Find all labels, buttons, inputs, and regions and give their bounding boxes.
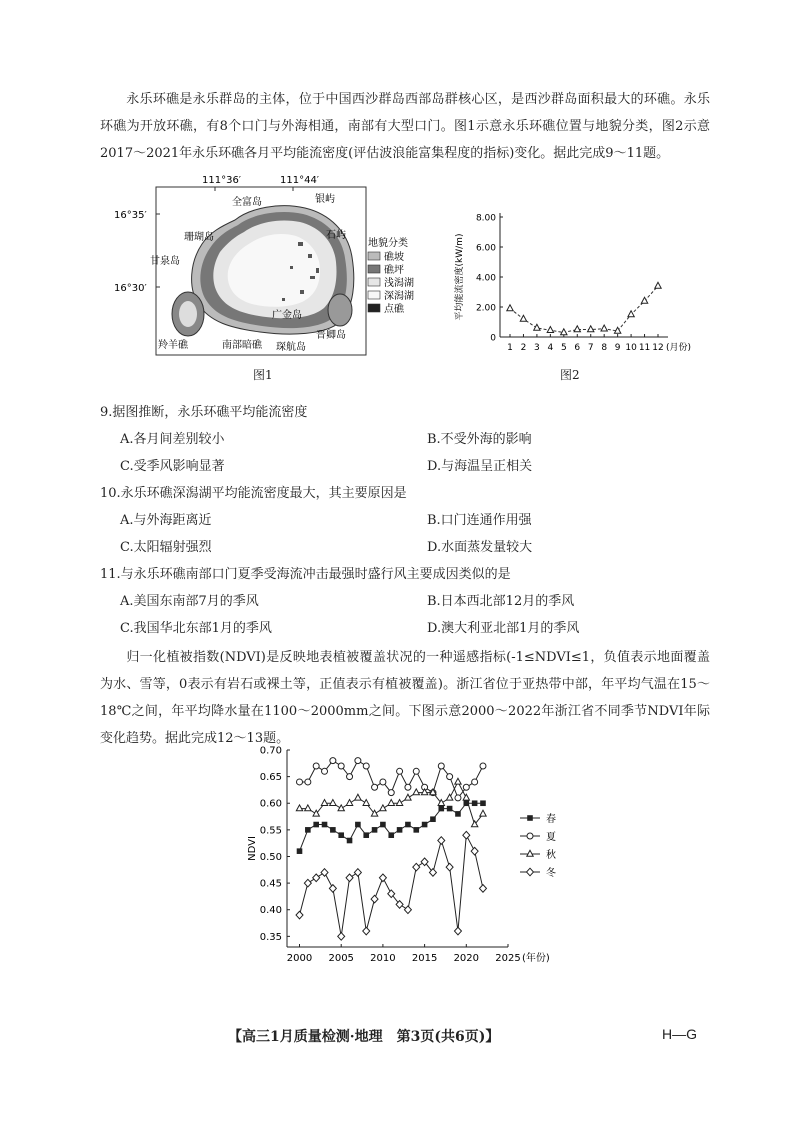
data-point-1 (330, 758, 336, 764)
data-point-3 (404, 906, 411, 914)
data-point-0 (363, 832, 369, 838)
x-tick-label: 2 (520, 343, 527, 353)
data-point (547, 327, 553, 333)
series-line (510, 286, 658, 333)
data-point-1 (480, 763, 486, 769)
data-point-1 (388, 790, 394, 796)
q11-stem: 11.与永乐环礁南部口门夏季受海流冲击最强时盛行风主要成因类似的是 (100, 567, 511, 582)
y-tick-label: 0.35 (259, 931, 282, 943)
y-tick-label: 6.00 (475, 243, 496, 254)
legend-marker-2 (527, 850, 533, 856)
data-point-3 (479, 885, 486, 893)
y-tick-label: 0 (490, 333, 496, 344)
data-point (534, 324, 540, 330)
data-point-1 (472, 779, 478, 785)
data-point (655, 282, 661, 288)
data-point-2 (396, 800, 402, 806)
data-point-0 (355, 822, 361, 828)
legend-item-flat: 礁坪 (384, 265, 404, 276)
x-tick-label: 3 (534, 343, 540, 353)
q11-option-b: B.日本西北部12月的季风 (427, 594, 575, 609)
lon-label-2: 111°44′ (280, 175, 320, 186)
data-point-2 (338, 805, 344, 811)
data-point-0 (313, 822, 319, 828)
data-point-1 (372, 784, 378, 790)
q9-stem: 9.据图推断，永乐环礁平均能流密度 (100, 405, 308, 420)
data-point-0 (322, 822, 328, 828)
data-point-2 (388, 800, 394, 806)
data-point-1 (313, 763, 319, 769)
map-legend (368, 236, 414, 315)
place-jinqing: 晋卿岛 (316, 330, 346, 341)
y-axis-label: 平均能流密度(kW/m) (455, 233, 465, 321)
y-tick-label: 0.70 (259, 745, 282, 757)
data-point-3 (413, 863, 420, 871)
data-point-2 (363, 800, 369, 806)
legend-marker-1 (527, 833, 533, 839)
data-point-2 (446, 794, 452, 800)
data-point-0 (405, 822, 411, 828)
data-point-3 (446, 863, 453, 871)
q10-option-b: B.口门连通作用强 (427, 513, 532, 528)
data-point-2 (480, 810, 486, 816)
data-point-1 (355, 758, 361, 764)
legend-label-2: 秋 (546, 850, 556, 861)
q11-option-a: A.美国东南部7月的季风 (120, 594, 259, 609)
data-point-0 (380, 822, 386, 828)
lat-label-1: 16°35′ (114, 210, 147, 221)
x-tick-label: 10 (625, 343, 637, 353)
y-tick-label: 4.00 (475, 273, 496, 284)
y-tick-label: 0.40 (259, 905, 282, 917)
q9-option-a: A.各月间差别较小 (120, 432, 225, 447)
data-point-3 (438, 837, 445, 845)
x-tick-label: 2005 (328, 953, 354, 964)
data-point-1 (322, 768, 328, 774)
x-tick-label: 2010 (370, 953, 396, 964)
legend-item-deep: 深潟湖 (384, 291, 414, 302)
q10-option-d: D.水面蒸发量较大 (427, 540, 533, 555)
place-quanfu: 全富岛 (232, 197, 262, 208)
intro-paragraph-2 (100, 644, 710, 752)
data-point-2 (296, 805, 302, 811)
q11-option-d: D.澳大利亚北部1月的季风 (427, 621, 580, 636)
q11-option-c: C.我国华北东部1月的季风 (120, 621, 272, 636)
x-tick-label: 7 (587, 343, 594, 353)
place-guangjin: 广金岛 (272, 310, 302, 321)
data-point-0 (480, 800, 486, 806)
x-tick-label: 2000 (286, 953, 313, 964)
intro-text-1: 永乐环礁是永乐群岛的主体，位于中国西沙群岛西部岛群核心区，是西沙群岛面积最大的环礁。永乐环礁为开放环礁，有8个口门与外海相通，南部有大型口门。图1示意永乐环礁位置与地貌分类，图2示意2017～2021年永乐环礁各月平均能流密度(评估波浪能富集程度的指标)变化。据此完成9～11题。 (100, 92, 710, 161)
q9-option-c: C.受季风影响显著 (120, 459, 225, 474)
data-point-3 (346, 874, 353, 882)
x-tick-label: 1 (507, 343, 513, 353)
y-tick-label: 8.00 (475, 213, 496, 224)
place-shiyu: 石屿 (326, 230, 346, 241)
lon-label-1: 111°36′ (202, 175, 242, 186)
data-point-2 (413, 789, 419, 795)
legend-item-patch: 点礁 (384, 304, 404, 315)
ndvi-chart (240, 740, 600, 970)
data-point-1 (455, 795, 461, 801)
data-point-0 (388, 832, 394, 838)
x-tick-label: 5 (560, 343, 567, 353)
data-point-1 (463, 784, 469, 790)
data-point-3 (371, 895, 378, 903)
series-line-3 (300, 835, 483, 936)
data-point-1 (305, 779, 311, 785)
data-point-0 (347, 838, 353, 844)
data-point-3 (329, 885, 336, 893)
x-tick-label: 12 (652, 343, 664, 353)
data-point-0 (430, 816, 436, 822)
legend-marker-0 (527, 815, 533, 821)
data-point-3 (338, 933, 345, 941)
place-nanbu: 南部暗礁 (222, 340, 262, 351)
data-point (520, 315, 526, 321)
data-point (628, 311, 634, 317)
data-point-2 (455, 778, 461, 784)
y-axis-label: NDVI (247, 836, 258, 861)
legend-label-0: 春 (546, 814, 556, 825)
place-shanhu: 珊瑚岛 (184, 232, 214, 243)
data-point-2 (355, 794, 361, 800)
data-point-1 (297, 779, 303, 785)
data-point-3 (313, 874, 320, 882)
x-tick-label: 2020 (453, 953, 480, 964)
data-point-2 (330, 800, 336, 806)
x-tick-label: 2025 (495, 953, 521, 964)
data-point-1 (447, 774, 453, 780)
x-tick-label: 2015 (411, 953, 438, 964)
data-point-1 (413, 768, 419, 774)
y-tick-label: 0.45 (259, 878, 282, 890)
data-point-2 (463, 794, 469, 800)
y-tick-label: 0.55 (259, 825, 282, 837)
x-tick-label: 11 (638, 343, 651, 353)
x-tick-label: 4 (547, 343, 554, 353)
figure-2-caption: 图2 (560, 368, 580, 382)
data-point-0 (422, 822, 428, 828)
x-tick-label: 8 (601, 343, 608, 353)
place-yinyu: 银屿 (315, 194, 335, 205)
y-tick-label: 2.00 (475, 303, 496, 314)
intro-text-2: 归一化植被指数(NDVI)是反映地表植被覆盖状况的一种遥感指标(-1≤NDVI≤1，负值表示地面覆盖为水、雪等，0表示有岩石或裸土等，正值表示有植被覆盖)。浙江省位于亚热带中部，年平均气温在15～18℃之间，年平均降水量在1100～2000mm之间。下图示意2000～2022年浙江省不同季节NDVI年际变化趋势。据此完成12～13题。 (100, 650, 710, 746)
figure-2-chart (440, 205, 692, 360)
data-point-3 (296, 911, 303, 919)
data-point (507, 305, 513, 311)
data-point-1 (338, 763, 344, 769)
legend-label-1: 夏 (546, 832, 556, 843)
data-point-0 (447, 806, 453, 812)
intro-paragraph-1 (100, 86, 710, 167)
data-point-1 (347, 774, 353, 780)
data-point-2 (380, 805, 386, 811)
legend-label-3: 冬 (546, 868, 556, 879)
data-point-3 (304, 879, 311, 887)
data-point-1 (380, 779, 386, 785)
data-point-2 (405, 794, 411, 800)
footer-code: H—G (662, 1026, 697, 1042)
legend-item-slope: 礁坡 (384, 252, 404, 263)
q10-stem: 10.永乐环礁深潟湖平均能流密度最大，其主要原因是 (100, 486, 407, 501)
figure-1-caption: 图1 (253, 368, 273, 382)
figure-1-map (114, 172, 430, 372)
data-point-3 (363, 927, 370, 935)
x-axis-unit: (年份) (522, 953, 550, 964)
data-point-3 (471, 847, 478, 855)
data-point-0 (305, 827, 311, 833)
data-point-3 (354, 869, 361, 877)
legend-title: 地貌分类 (368, 238, 408, 249)
legend-item-shallow: 浅潟湖 (384, 278, 414, 289)
place-lingyang: 羚羊礁 (158, 340, 188, 351)
y-tick-label: 0.65 (259, 772, 282, 784)
data-point-0 (330, 827, 336, 833)
lat-label-2: 16°30′ (114, 283, 147, 294)
data-point-2 (321, 800, 327, 806)
data-point (574, 326, 580, 332)
data-point-0 (338, 832, 344, 838)
data-point-2 (346, 800, 352, 806)
q10-option-c: C.太阳辐射强烈 (120, 540, 212, 555)
data-point-0 (472, 800, 478, 806)
x-axis-unit: (月份) (666, 343, 692, 353)
data-point-0 (413, 827, 419, 833)
place-ganquan: 甘泉岛 (150, 256, 180, 267)
x-tick-label: 6 (574, 343, 581, 353)
footer-page-info: 【高三1月质量检测·地理 第3页(共6页)】 (228, 1029, 500, 1045)
q9-option-d: D.与海温呈正相关 (427, 459, 533, 474)
data-point-3 (321, 869, 328, 877)
data-point (588, 326, 594, 332)
data-point-0 (297, 848, 303, 854)
data-point (641, 297, 647, 303)
data-point-3 (379, 874, 386, 882)
data-point-3 (463, 831, 470, 839)
y-tick-label: 0.60 (259, 798, 282, 810)
legend-marker-3 (527, 868, 534, 876)
data-point-1 (363, 763, 369, 769)
data-point-1 (397, 768, 403, 774)
data-point-2 (305, 805, 311, 811)
q9-option-b: B.不受外海的影响 (427, 432, 532, 447)
x-tick-label: 9 (614, 343, 621, 353)
data-point (601, 325, 607, 331)
data-point-0 (438, 806, 444, 812)
place-chenhang: 琛航岛 (276, 342, 306, 353)
data-point-0 (397, 827, 403, 833)
data-point-1 (405, 784, 411, 790)
data-point-3 (454, 927, 461, 935)
data-point-0 (455, 811, 461, 817)
data-point-1 (438, 763, 444, 769)
y-tick-label: 0.50 (259, 851, 282, 863)
q10-option-a: A.与外海距离近 (120, 513, 212, 528)
data-point-0 (372, 827, 378, 833)
